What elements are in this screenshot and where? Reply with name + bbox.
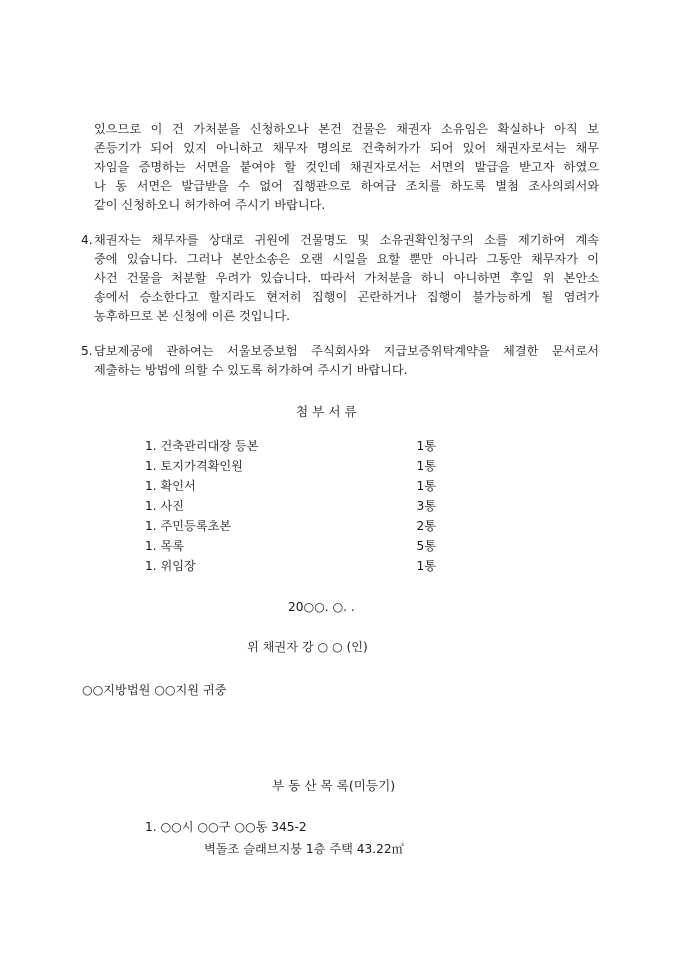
attachment-name: 1. 목록 [145,539,185,553]
attachment-name: 1. 위임장 [145,559,196,573]
attachment-name: 1. 건축관리대장 등본 [145,439,259,453]
paragraph-number: 4. [81,233,93,247]
attachments-title: 첨 부 서 류 [296,404,357,419]
text-line: 자임을 증명하는 서면을 붙여야 할 것인데 채권자로서는 서면의 발급을 받고자 하였으 [94,160,599,174]
attachment-name: 1. 사진 [145,499,185,513]
text-line: 농후하므로 본 신청에 이른 것입니다. [94,309,290,323]
text-line: 있으므로 이 건 가처분을 신청하오나 본건 건물은 채권자 소유임은 확실하나 아직 보 [94,122,599,136]
paragraph-number: 5. [81,344,93,358]
text-line: 같이 신청하오니 허가하여 주시기 바랍니다. [94,198,326,212]
document-date: 20○○. ○. . [288,600,355,614]
attachment-qty: 1통 [416,479,436,493]
text-line: 채권자는 채무자를 상대로 귀원에 건물명도 및 소유권확인청구의 소를 제기하여 계속 [94,233,599,247]
signature-line: 위 채권자 강 ○ ○ (인) [247,640,368,654]
property-description: 벽돌조 슬래브지붕 1층 주택 43.22㎡ [204,842,404,856]
attachment-qty: 2통 [416,519,436,533]
text-line: 나 동 서면은 발급받을 수 없어 집행관으로 하여금 조치를 하도록 별첨 조사의뢰서와 [94,179,599,193]
court-addressee: ○○지방법원 ○○지원 귀중 [82,683,227,697]
property-address: 1. ○○시 ○○구 ○○동 345-2 [145,820,307,834]
attachment-qty: 1통 [416,459,436,473]
text-line: 제출하는 방법에 의할 수 있도록 허가하여 주시기 바랍니다. [94,363,408,377]
text-line: 중에 있습니다. 그러나 본안소송은 오랜 시일을 요할 뿐만 아니라 그동안 채무자가 이 [94,252,599,266]
attachment-qty: 5통 [416,539,436,553]
text-line: 사건 건물을 처분할 우려가 있습니다. 따라서 가처분을 하니 아니하면 후일 위 본안소 [94,271,599,285]
attachment-name: 1. 토지가격확인원 [145,459,243,473]
attachment-qty: 1통 [416,439,436,453]
property-list-title: 부 동 산 목 록(미등기) [272,778,396,793]
text-line: 존등기가 되어 있지 아니하고 채무자 명의로 건축허가가 되어 있어 채권자로서는 채무 [94,141,599,155]
attachment-qty: 1통 [416,559,436,573]
attachment-name: 1. 확인서 [145,479,196,493]
text-line: 송에서 승소한다고 할지라도 현저히 집행이 곤란하거나 집행이 불가능하게 될 염려가 [94,290,599,304]
text-line: 담보제공에 관하여는 서울보증보험 주식회사와 지급보증위탁계약을 체결한 문서로서 [94,344,599,358]
attachment-qty: 3통 [416,499,436,513]
attachment-name: 1. 주민등록초본 [145,519,232,533]
